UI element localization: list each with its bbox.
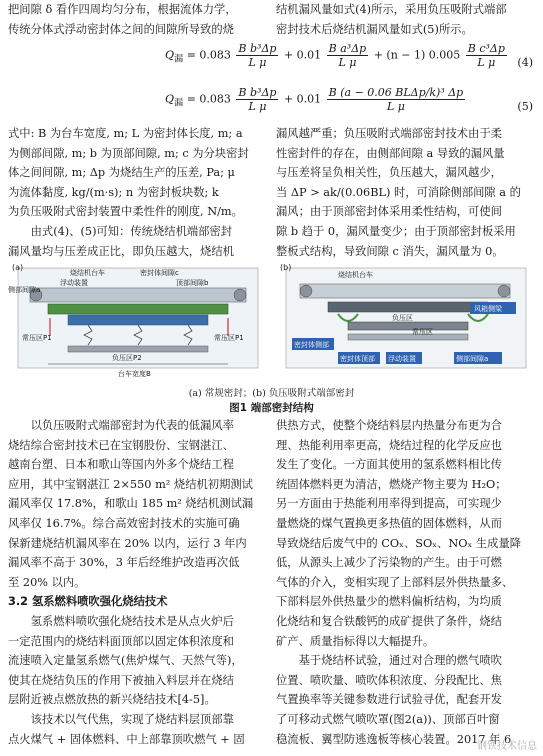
text-line: 漏风量均与压差成正比，即负压越大，烧结机 [8, 244, 234, 258]
text-line: 越南台塑、日本和歌山等国内外多个烧结工程 [8, 458, 234, 472]
top-left-text [8, 0, 264, 39]
figure-panel-a [8, 263, 258, 378]
formula-num: B a³Δp [328, 42, 367, 55]
label-seal-top: 密封体顶部 [340, 355, 375, 363]
label-wind-beam: 风箱侧梁 [474, 305, 502, 313]
label-side-gap: 侧部间隙a [456, 355, 489, 363]
text-line: 为负压吸附式密封装置中柔性件的刚度, N/m。 [8, 205, 243, 219]
text-line: 结机漏风量如式(4)所示，采用负压吸附式端部 [276, 3, 507, 16]
text-line: 发生了变化。一方面其使用的氢系燃料相比传 [276, 458, 502, 472]
text-line: 漏风；由于顶部密封体采用柔性结构，可使间 [276, 205, 502, 219]
text-line: 低，从源头上减少了污染物的产生。由于可燃 [276, 556, 502, 570]
text-line: 漏风率不高于 30%，3 年后经维护改造再次低 [8, 556, 240, 570]
text-line: 与压差将呈负相关性，负压越大，漏风越少， [276, 166, 502, 180]
label-normal-right: 常压区P1 [214, 334, 244, 342]
formula-num: B b³Δp [238, 86, 277, 99]
text-line: 导致烧结后废气中的 COₓ、SOₓ、NOₓ 生成量降 [276, 536, 522, 550]
formula-5: $Q_漏 = 0.083$ $\frac{\text{B b³Δp}}{\text{L μ}}$ + 0.01 $\frac{\text{B (a − 0.06 BLΔp/k)³ Δp}}{\text{L μ}}$ (5) [165, 86, 533, 113]
text-line: 当 ΔP > ak/(0.06BL) 时，可消除侧部间隙 a 的 [276, 185, 521, 199]
top-right-text [276, 0, 534, 39]
text-line: 供热方式，使整个烧结料层内热量分布更为合 [276, 419, 502, 432]
text-line: 量燃烧的煤气置换更多热值的固体燃料，从而 [276, 516, 502, 530]
text-line: 式中: B 为台车宽度, m; L 为密封体长度, m; a [8, 127, 243, 140]
figure-title: 图1 端部密封结构 [229, 402, 314, 414]
text-line: 性密封件的存在，由侧部间隙 a 导致的漏风量 [276, 146, 505, 160]
panel-label: (a) [12, 263, 24, 272]
text-line: 下部料层外供热量少的燃料偏析结构，为均质 [276, 595, 502, 609]
text-line: 传统分体式浮动密封体之间的间隙所导致的烧 [8, 22, 234, 36]
label-car: 烧结机台车 [338, 271, 373, 279]
text-line: 把间隙 δ 看作四周均匀分布，根据流体力学， [8, 3, 237, 16]
formula-den: L μ [386, 100, 405, 113]
formula-den: L μ [248, 56, 267, 69]
label-normal-left: 常压区P1 [22, 334, 52, 342]
text-line: 使其在烧结负压的作用下被抽入料层并在烧结 [8, 673, 234, 687]
text-line: 由式(4)、(5)可知：传统烧结机端部密封 [30, 224, 233, 238]
label-seal-gap: 密封体间隙c [140, 269, 179, 277]
formula-coef: + 0.01 [283, 92, 322, 106]
text-line: 整板式结构，导致间隙 c 消失，漏风量为 0。 [276, 244, 504, 258]
watermark: 钢铁技术信息 [477, 741, 537, 752]
formula-coef: 0.083 [199, 48, 231, 62]
text-line: 为流体黏度, kg/(m·s); n 为密封板块数; k [8, 185, 219, 199]
text-line: 层附近被点燃放热的新兴烧结技术[4-5]。 [8, 693, 216, 707]
panel-label: (b) [280, 263, 292, 272]
text-line: 漏风率仅 17.8%，和歌山 185 m² 烧结机测试漏 [8, 497, 254, 511]
text-line: 稳流板、翼型防逃逸板等核心装置。2017 年 6 [276, 732, 512, 746]
formula-den: L μ [477, 56, 496, 69]
text-line: 气体的介入，变相实现了上部料层外供热量多、 [276, 575, 514, 589]
text-line: 气置换率等关键参数进行试验寻优，配套开发 [276, 693, 502, 707]
figure-panel-b [280, 263, 526, 368]
label-width: 台车宽度B [118, 370, 151, 378]
text-line: 了可移动式燃气喷吹罩(图2(a))、顶部百叶窗 [276, 712, 500, 726]
equation-number: (4) [517, 56, 533, 69]
formula-coef: + 0.01 [283, 48, 322, 62]
section-heading: 3.2 氢系燃料喷吹强化烧结技术 [8, 595, 168, 609]
figure-caption: (a) 常规密封；(b) 负压吸附式端部密封 [188, 388, 355, 399]
text-line: 密封技术后烧结机漏风量如式(5)所示。 [276, 22, 473, 36]
label-side-gap: 侧部间隙a [8, 286, 41, 294]
text-line: 统固体燃料更为清洁，燃烧产物主要为 H₂O； [276, 477, 507, 491]
text-line: 烧结综合密封技术已在宝钢股份、宝钢湛江、 [8, 438, 234, 452]
bottom-left-text [8, 416, 264, 749]
figure-1 [8, 258, 535, 386]
text-line: 应用，其中宝钢湛江 2×550 m² 烧结机初期测试 [8, 477, 253, 491]
text-line: 该技术以气代焦，实现了烧结料层顶部靠 [30, 712, 234, 726]
formula-den: L μ [248, 100, 267, 113]
text-line: 以负压吸附式端部密封为代表的低漏风率 [30, 419, 234, 432]
text-line: 化烧结和复合铁酸钙的成矿提供了条件，烧结 [276, 614, 502, 628]
formula-coef: 0.083 [199, 92, 231, 106]
formula-num: B (a − 0.06 BLΔp/k)³ Δp [328, 86, 464, 99]
label-seal-side: 密封体侧部 [294, 341, 329, 349]
formula-num: B b³Δp [238, 42, 277, 55]
formula-num: B c³Δp [467, 42, 505, 55]
text-line: 理、热能利用率更高，烧结过程的化学反应也 [276, 438, 502, 452]
equation-number: (5) [517, 100, 533, 113]
formula-4: $Q_漏 = 0.083$ $\frac{\text{B b³Δp}}{\text{L μ}}$ + 0.01 $\frac{\text{B a³Δp}}{\text{L μ}}$ + (n − 1) 0.005 $\frac{\text{B c³Δp}}{\text{L μ}}$ (4) [165, 42, 533, 69]
formula-den: L μ [338, 56, 357, 69]
text-line: 流速喷入定量氢系燃气(焦炉煤气、天然气等)， [8, 654, 243, 668]
text-line: 体之间间隙, m; Δp 为烧结生产的压差, Pa; μ [8, 166, 235, 180]
label-float: 浮动装置 [60, 279, 88, 287]
label-float: 浮动装置 [388, 355, 416, 363]
text-line: 隙 b 趋于 0，漏风量变少；由于顶部密封板采用 [276, 224, 516, 238]
label-negative: 负压区 [392, 314, 413, 322]
label-top-gap: 顶部间隙b [176, 279, 209, 287]
text-line: 矿产、质量指标得以大幅提升。 [276, 634, 435, 648]
text-line: 另一方面由于热能利用率得到提高，可实现少 [276, 497, 502, 511]
label-negative: 负压区P2 [112, 354, 142, 362]
text-line: 一定范围内的烧结料面顶部以固定体积浓度和 [8, 634, 234, 648]
label-normal: 常压区 [412, 328, 433, 336]
text-line: 保新建烧结机漏风率在 20% 以内，运行 3 年内 [8, 536, 247, 550]
text-line: 漏风越严重；负压吸附式端部密封技术由于柔 [276, 127, 502, 140]
formula-lhs: Q [165, 92, 175, 106]
formula-lhs: Q [165, 48, 175, 62]
text-line: 至 20% 以内。 [8, 575, 86, 589]
figure-1-diagram [8, 258, 535, 386]
middle-left-text [8, 124, 264, 261]
bottom-right-text [276, 416, 534, 749]
text-line: 基于烧结杯试验，通过对合理的燃气喷吹 [298, 654, 502, 668]
middle-right-text [276, 124, 534, 261]
text-line: 氢系燃料喷吹强化烧结技术是从点火炉后 [30, 614, 234, 628]
text-line: 风率仅 16.7%。综合高效密封技术的实施可确 [8, 516, 240, 530]
text-line: 点火煤气 + 固体燃料、中上部靠顶吹燃气 + 固 [8, 732, 245, 746]
text-line: 位置、喷吹量、喷吹体积浓度、分段配比、焦 [276, 673, 502, 687]
text-line: 为侧部间隙, m; b 为顶部间隙, m; c 为分块密封 [8, 146, 249, 160]
label-car: 烧结机台车 [70, 269, 105, 277]
formula-coef: + (n − 1) 0.005 [373, 48, 461, 62]
